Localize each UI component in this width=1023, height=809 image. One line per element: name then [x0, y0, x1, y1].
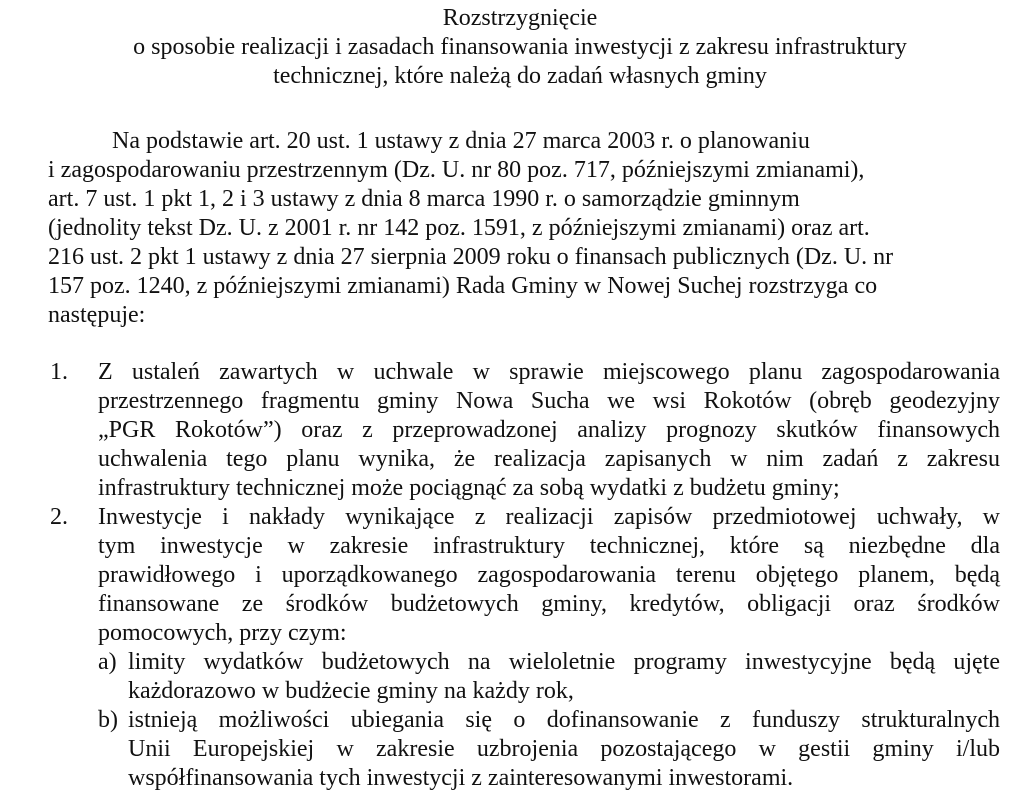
preamble-line: i zagospodarowaniu przestrzennym (Dz. U. nr 80 poz. 717, późniejszymi zmianami), [48, 157, 865, 183]
preamble-line: art. 7 ust. 1 pkt 1, 2 i 3 ustawy z dnia 8 marca 1990 r. o samorządzie gminnym [48, 186, 800, 212]
sub-item-b [98, 706, 1000, 793]
preamble-line: następuje: [48, 302, 146, 328]
sub-item-line: limity wydatków budżetowych na wieloletnie programy inwestycyjne będą ujęte [128, 649, 1000, 675]
sub-item-a [98, 648, 1000, 706]
item-line: uchwalenia tego planu wynika, że realizacja zapisanych w nim zadań z zakresu [98, 446, 1000, 472]
document-title [40, 4, 1000, 91]
sub-item-line: Unii Europejskiej w zakresie uzbrojenia pozostającego w gestii gminy i/lub [128, 736, 1000, 762]
sub-item-letter: b) [98, 707, 118, 733]
title-line: Rozstrzygnięcie [442, 5, 598, 31]
list-item-2 [48, 503, 1000, 793]
item-line: „PGR Rokotów”) oraz z przeprowadzonej analizy prognozy skutków finansowych [98, 417, 1000, 443]
preamble-line: (jednolity tekst Dz. U. z 2001 r. nr 142 poz. 1591, z późniejszymi zmianami) oraz art. [48, 215, 870, 241]
title-line: o sposobie realizacji i zasadach finansowania inwestycji z zakresu infrastruktury [133, 34, 907, 60]
sub-item-letter: a) [98, 649, 117, 675]
item-line: przestrzennego fragmentu gminy Nowa Sucha we wsi Rokotów (obręb geodezyjny [98, 388, 1000, 414]
title-line: technicznej, które należą do zadań własnych gminy [273, 63, 767, 89]
item-line: pomocowych, przy czym: [98, 620, 347, 646]
numbered-list [48, 358, 1000, 793]
sub-item-line: każdorazowo w budżecie gminy na każdy rok, [128, 678, 574, 704]
item-number: 1. [50, 359, 68, 385]
item-line: Z ustaleń zawartych w uchwale w sprawie miejscowego planu zagospodarowania [98, 359, 1000, 385]
preamble-line: 157 poz. 1240, z późniejszymi zmianami) Rada Gminy w Nowej Suchej rozstrzyga co [48, 273, 878, 299]
item-line: prawidłowego i uporządkowanego zagospodarowania terenu objętego planem, będą [98, 562, 1000, 588]
preamble-line: 216 ust. 2 pkt 1 ustawy z dnia 27 sierpnia 2009 roku o finansach publicznych (Dz. U. nr [48, 244, 894, 270]
preamble-line: Na podstawie art. 20 ust. 1 ustawy z dnia 27 marca 2003 r. o planowaniu [112, 128, 810, 154]
sub-item-line: współfinansowania tych inwestycji z zainteresowanymi inwestorami. [128, 765, 794, 791]
preamble-paragraph [48, 127, 968, 330]
sub-item-line: istnieją możliwości ubiegania się o dofinansowanie z funduszy strukturalnych [128, 707, 1000, 733]
item-line: tym inwestycje w zakresie infrastruktury technicznej, które są niezbędne dla [98, 533, 1000, 559]
item-line: finansowane ze środków budżetowych gminy, kredytów, obligacji oraz środków [98, 591, 1000, 617]
item-line: Inwestycje i nakłady wynikające z realizacji zapisów przedmiotowej uchwały, w [98, 504, 1000, 530]
list-item-1 [48, 358, 1000, 503]
item-line: infrastruktury technicznej może pociągnąć za sobą wydatki z budżetu gminy; [98, 475, 840, 501]
item-number: 2. [50, 504, 68, 530]
